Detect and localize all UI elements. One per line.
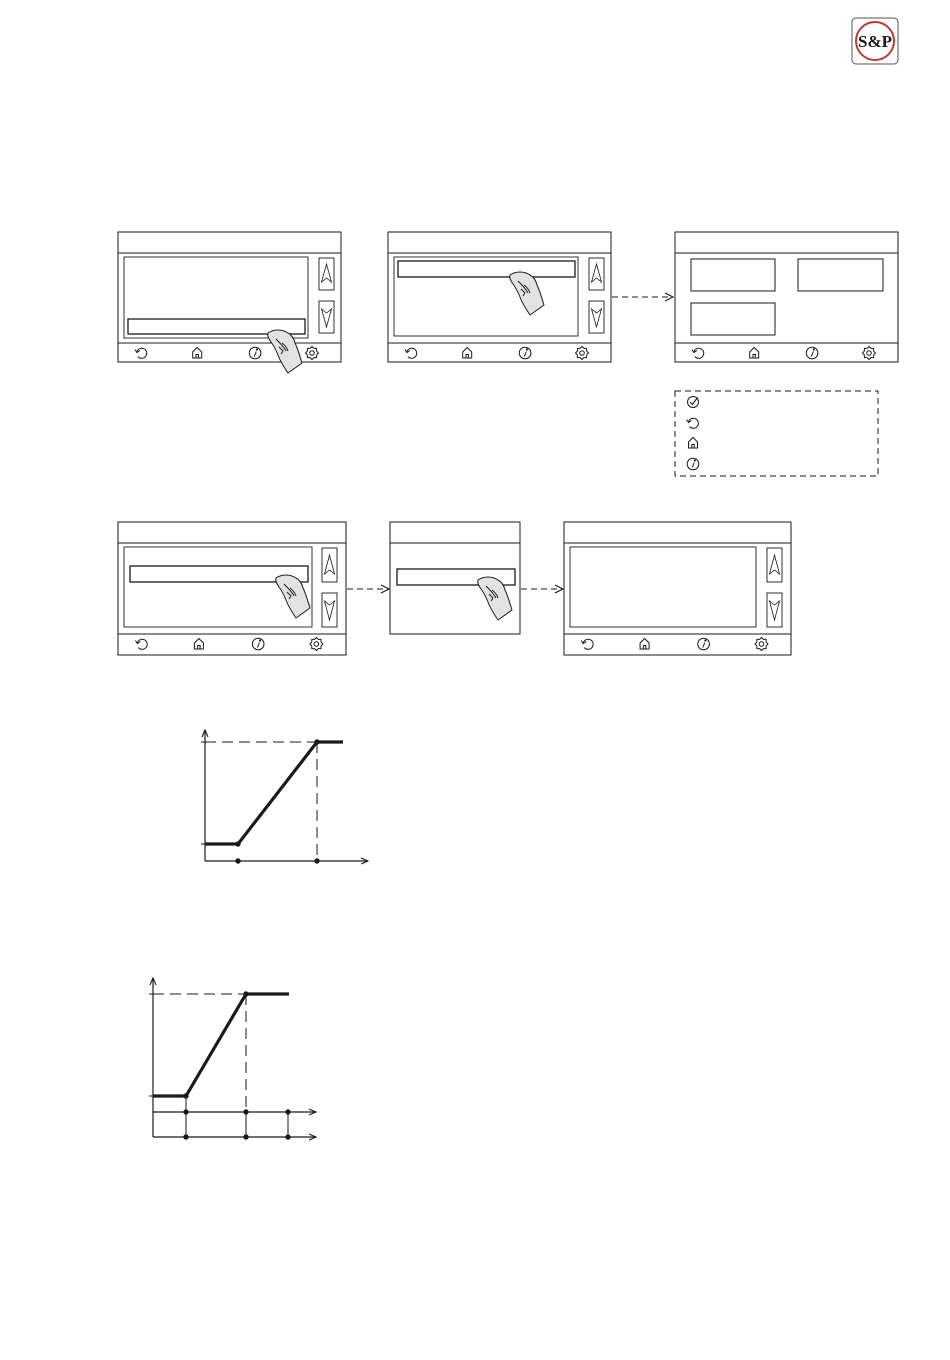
home-icon bbox=[689, 438, 698, 449]
screen-menu-list-2 bbox=[118, 522, 346, 655]
screen-options bbox=[675, 232, 898, 362]
x-tick bbox=[244, 1110, 248, 1114]
x-tick bbox=[315, 859, 319, 863]
x-tick bbox=[286, 1110, 290, 1114]
min-knee-point bbox=[184, 1094, 188, 1098]
response-curve bbox=[153, 994, 289, 1096]
min-knee-point bbox=[236, 842, 240, 846]
sp-logo bbox=[852, 18, 898, 64]
x-tick bbox=[236, 859, 240, 863]
screen-result bbox=[564, 522, 791, 655]
x-tick bbox=[286, 1135, 290, 1139]
screen-submenu bbox=[388, 232, 611, 362]
max-knee-point bbox=[315, 740, 319, 744]
back-arrow-icon bbox=[687, 418, 699, 428]
info-icon bbox=[687, 458, 699, 470]
screen-menu-list bbox=[118, 232, 341, 373]
x-tick bbox=[244, 1135, 248, 1139]
response-curve bbox=[205, 742, 343, 844]
logo-text: S&P bbox=[858, 32, 892, 51]
x-tick bbox=[184, 1110, 188, 1114]
response-graph-2 bbox=[149, 978, 316, 1139]
response-graph-1 bbox=[201, 730, 368, 863]
x-tick bbox=[184, 1135, 188, 1139]
check-icon bbox=[688, 397, 699, 408]
screen-popup-select bbox=[390, 522, 520, 634]
max-knee-point bbox=[244, 992, 248, 996]
icon-legend bbox=[675, 391, 878, 476]
